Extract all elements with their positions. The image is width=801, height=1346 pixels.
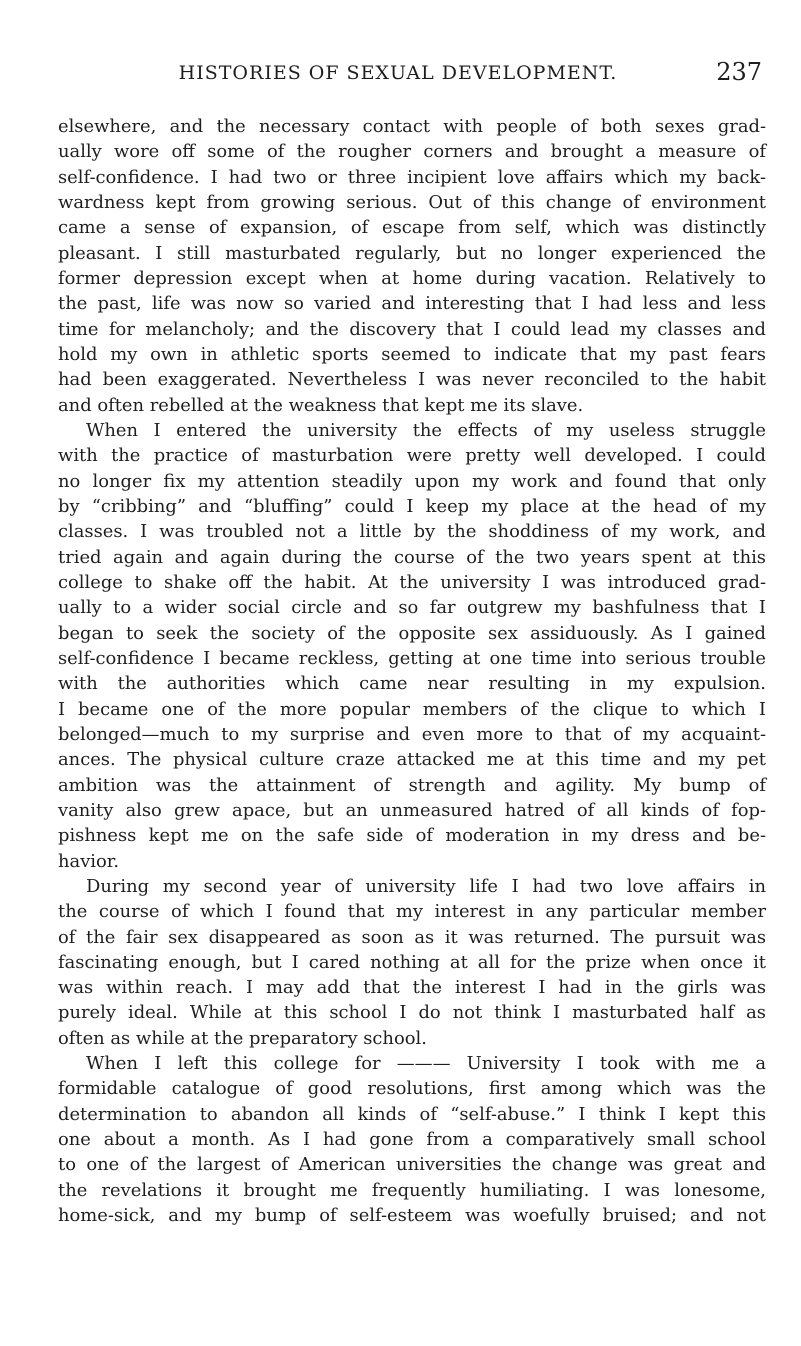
text-line: with the authorities which came near resulting in my expulsion. [58, 673, 766, 695]
text-line: When I left this college for ——— University I took with me a [86, 1053, 766, 1075]
text-line: to one of the largest of American universities the change was great and [58, 1154, 766, 1176]
text-line: the revelations it brought me frequently humiliating. I was lonesome, [58, 1179, 766, 1201]
text-line: vanity also grew apace, but an unmeasured hatred of all kinds of fop- [58, 799, 766, 821]
text-line: college to shake off the habit. At the university I was introduced grad- [58, 571, 766, 593]
text-line: often as while at the preparatory school. [58, 1027, 427, 1049]
text-line: purely ideal. While at this school I do not think I masturbated half as [58, 1002, 766, 1024]
text-line: belonged—much to my surprise and even more to that of my acquaint- [58, 723, 766, 745]
text-line: one about a month. As I had gone from a comparatively small school [58, 1129, 766, 1151]
body-text [58, 114, 766, 1228]
text-line: self-confidence. I had two or three incipient love affairs which my back- [58, 166, 766, 188]
text-line: by “cribbing” and “bluffing” could I keep my place at the head of my [58, 495, 766, 517]
text-line: havior. [58, 850, 120, 872]
text-line: When I entered the university the effects of my useless struggle [86, 419, 766, 441]
text-line: with the practice of masturbation were pretty well developed. I could [58, 445, 766, 467]
text-line: had been exaggerated. Nevertheless I was never reconciled to the habit [58, 369, 766, 391]
text-line: classes. I was troubled not a little by the shoddiness of my work, and [58, 521, 766, 543]
text-line: the past, life was now so varied and interesting that I had less and less [58, 293, 766, 315]
text-line: fascinating enough, but I cared nothing at all for the prize when once it [58, 951, 766, 973]
text-line: ances. The physical culture craze attacked me at this time and my pet [58, 749, 766, 771]
text-line: pleasant. I still masturbated regularly, but no longer experienced the [58, 242, 766, 264]
text-line: of the fair sex disappeared as soon as it was returned. The pursuit was [58, 926, 766, 948]
text-line: no longer fix my attention steadily upon my work and found that only [58, 470, 766, 492]
text-line: was within reach. I may add that the interest I had in the girls was [58, 977, 766, 999]
text-line: I became one of the more popular members of the clique to which I [58, 698, 766, 720]
running-head: HISTORIES OF SEXUAL DEVELOPMENT. [178, 62, 618, 84]
text-line: hold my own in athletic sports seemed to indicate that my past fears [58, 343, 766, 365]
text-line: determination to abandon all kinds of “self-abuse.” I think I kept this [58, 1103, 766, 1125]
text-line: ually wore off some of the rougher corners and brought a measure of [58, 141, 766, 163]
page-number: 237 [716, 58, 762, 86]
text-line: began to seek the society of the opposite sex assiduously. As I gained [58, 622, 766, 644]
text-line: ually to a wider social circle and so far outgrew my bashfulness that I [58, 597, 766, 619]
text-line: ambition was the attainment of strength and agility. My bump of [58, 774, 766, 796]
text-line: formidable catalogue of good resolutions, first among which was the [58, 1078, 766, 1100]
text-line: wardness kept from growing serious. Out of this change of environment [58, 191, 766, 213]
text-line: self-confidence I became reckless, getting at one time into serious trouble [58, 647, 766, 669]
text-line: came a sense of expansion, of escape from self, which was distinctly [58, 217, 766, 239]
text-line: pishness kept me on the safe side of moderation in my dress and be- [58, 825, 766, 847]
text-line: home-sick, and my bump of self-esteem was woefully bruised; and not [58, 1205, 766, 1227]
text-line: tried again and again during the course of the two years spent at this [58, 546, 766, 568]
text-line: elsewhere, and the necessary contact with people of both sexes grad- [58, 116, 766, 137]
text-line: time for melancholy; and the discovery that I could lead my classes and [58, 318, 766, 340]
text-line: former depression except when at home during vacation. Relatively to [58, 267, 766, 289]
text-line: During my second year of university life I had two love affairs in [86, 875, 766, 897]
text-line: the course of which I found that my interest in any particular member [58, 901, 766, 923]
text-line: and often rebelled at the weakness that kept me its slave. [58, 394, 584, 416]
